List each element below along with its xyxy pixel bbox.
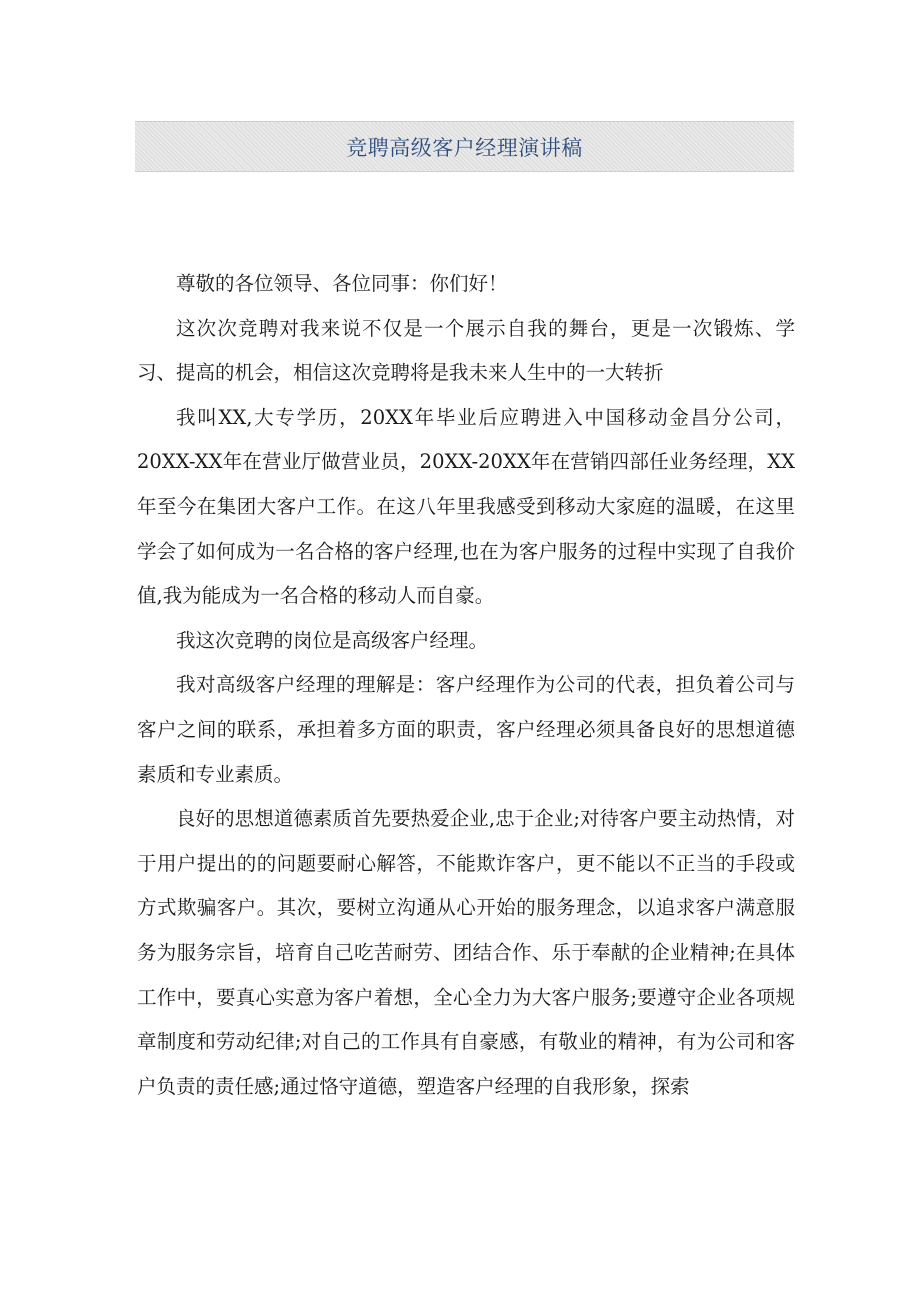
paragraph-intro: 这次次竞聘对我来说不仅是一个展示自我的舞台，更是一次锻炼、学习、提高的机会，相信这次竞聘将是我未来人生中的一大转折 [137, 316, 795, 385]
paragraph-understanding: 我对高级客户经理的理解是：客户经理作为公司的代表，担负着公司与客户之间的联系，承担着多方面的职责，客户经理必须具备良好的思想道德素质和专业素质。 [137, 673, 795, 786]
paragraph-background: 我叫XX,大专学历，20XX年毕业后应聘进入中国移动金昌分公司，20XX-XX年在营业厅做营业员，20XX-20XX年在营销四部任业务经理，XX年至今在集团大客户工作。在这八年里我感受到移动大家庭的温暖，在这里学会了如何成为一名合格的客户经理,也在为客户服务的过程中实现了自我价值,我为能成为一名合格的移动人而自豪。 [137, 405, 795, 608]
title-banner [135, 121, 794, 172]
paragraph-ethics: 良好的思想道德素质首先要热爱企业,忠于企业;对待客户要主动热情，对于用户提出的的问题要耐心解答，不能欺诈客户，更不能以不正当的手段或方式欺骗客户。其次，要树立沟通从心开始的服务理念，以追求客户满意服务为服务宗旨，培育自己吃苦耐劳、团结合作、乐于奉献的企业精神;在具体工作中，要真心实意为客户着想，全心全力为大客户服务;要遵守企业各项规章制度和劳动纪律;对自己的工作具有自豪感，有敬业的精神，有为公司和客户负责的责任感;通过恪守道德，塑造客户经理的自我形象，探索 [137, 807, 795, 1098]
document-title: 竞聘高级客户经理演讲稿 [346, 135, 583, 160]
paragraph-position: 我这次竞聘的岗位是高级客户经理。 [176, 628, 489, 652]
paragraph-greeting: 尊敬的各位领导、各位同事：你们好！ [176, 272, 508, 295]
document-body [137, 262, 795, 1109]
